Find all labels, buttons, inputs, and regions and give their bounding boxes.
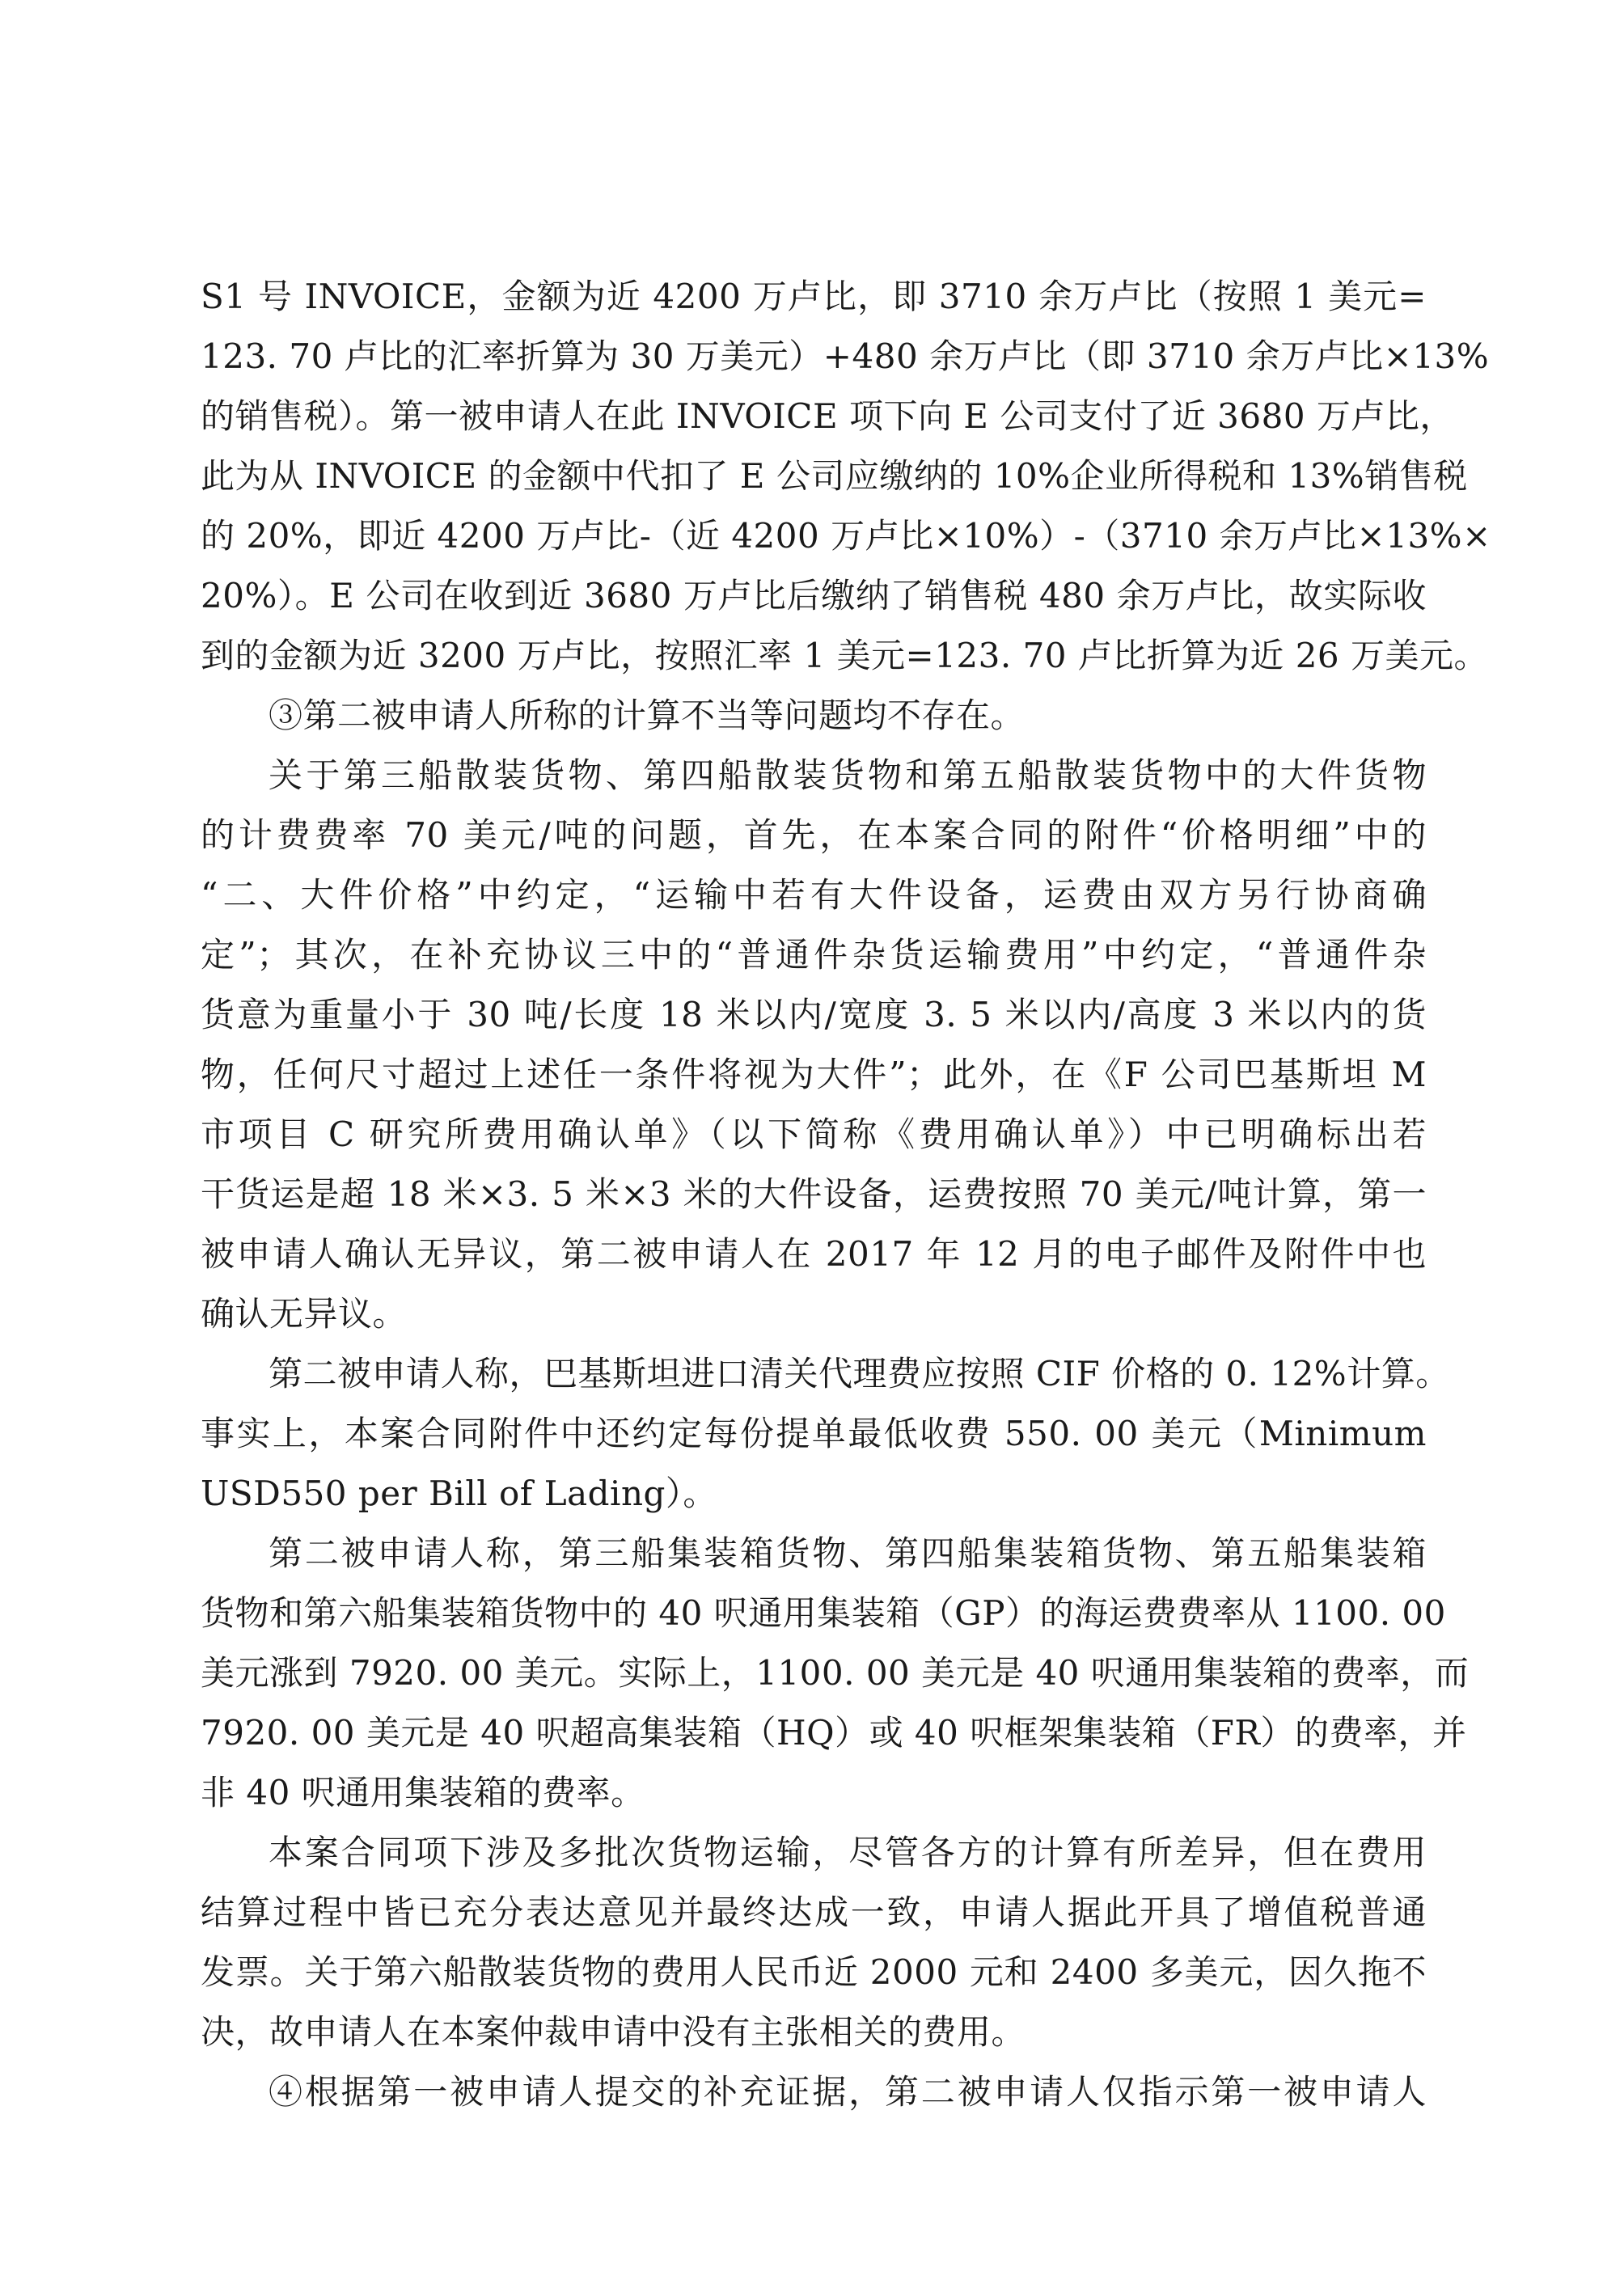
text-line: 结算过程中皆已充分表达意见并最终达成一致，申请人据此开具了增值税普通 — [201, 1892, 1427, 1932]
text-line: 美元涨到 7920. 00 美元。实际上，1100. 00 美元是 40 呎通用集装箱的费率，而 — [201, 1653, 1470, 1693]
text-line: 确认无异议。 — [201, 1294, 408, 1334]
text-line: 关于第三船散装货物、第四船散装货物和第五船散装货物中的大件货物 — [269, 755, 1427, 795]
text-line: 的销售税）。第一被申请人在此 INVOICE 项下向 E 公司支付了近 3680 万卢比， — [201, 396, 1454, 436]
text-line: 市项目 C 研究所费用确认单》（以下简称《费用确认单》）中已明确标出若 — [201, 1114, 1427, 1154]
text-line: 货物和第六船集装箱货物中的 40 呎通用集装箱（GP）的海运费费率从 1100. 00 — [201, 1593, 1446, 1633]
text-line: 干货运是超 18 米×3. 5 米×3 米的大件设备，运费按照 70 美元/吨计算，第一 — [201, 1174, 1427, 1214]
text-line: 物，任何尺寸超过上述任一条件将视为大件”；此外，在《F 公司巴基斯坦 M — [201, 1055, 1427, 1094]
text-line: 到的金额为近 3200 万卢比，按照汇率 1 美元=123. 70 卢比折算为近 26 万美元。 — [201, 636, 1489, 675]
text-line: ④根据第一被申请人提交的补充证据，第二被申请人仅指示第一被申请人 — [269, 2072, 1427, 2112]
text-line: 决，故申请人在本案仲裁申请中没有主张相关的费用。 — [201, 2012, 1026, 2052]
text-line: S1 号 INVOICE，金额为近 4200 万卢比，即 3710 余万卢比（按照 1 美元= — [201, 277, 1427, 316]
text-line: 7920. 00 美元是 40 呎超高集装箱（HQ）或 40 呎框架集装箱（FR）的费率，并 — [201, 1713, 1467, 1753]
text-line: 20%）。E 公司在收到近 3680 万卢比后缴纳了销售税 480 余万卢比，故实际收 — [201, 576, 1427, 615]
text-line: 的 20%，即近 4200 万卢比-（近 4200 万卢比×10%）-（3710 余万卢比×13%× — [201, 516, 1491, 556]
text-line: ③第二被申请人所称的计算不当等问题均不存在。 — [269, 696, 1026, 735]
text-line: 定”；其次，在补充协议三中的“普通件杂货运输费用”中约定，“普通件杂 — [201, 935, 1427, 975]
text-line: 非 40 呎通用集装箱的费率。 — [201, 1773, 645, 1812]
text-line: 被申请人确认无异议，第二被申请人在 2017 年 12 月的电子邮件及附件中也 — [201, 1234, 1427, 1274]
text-line: USD550 per Bill of Lading）。 — [201, 1474, 717, 1513]
text-line: 此为从 INVOICE 的金额中代扣了 E 公司应缴纳的 10%企业所得税和 13%销售税 — [201, 456, 1468, 496]
text-line: 第二被申请人称，第三船集装箱货物、第四船集装箱货物、第五船集装箱 — [269, 1533, 1427, 1573]
text-line: “二、大件价格”中约定，“运输中若有大件设备，运费由双方另行协商确 — [201, 875, 1427, 915]
text-line: 第二被申请人称，巴基斯坦进口清关代理费应按照 CIF 价格的 0. 12%计算。 — [269, 1354, 1450, 1393]
text-line: 货意为重量小于 30 吨/长度 18 米以内/宽度 3. 5 米以内/高度 3 米以内的货 — [201, 995, 1427, 1034]
text-line: 本案合同项下涉及多批次货物运输，尽管各方的计算有所差异，但在费用 — [269, 1833, 1427, 1872]
text-line: 123. 70 卢比的汇率折算为 30 万美元）+480 余万卢比（即 3710 余万卢比×13% — [201, 336, 1490, 376]
body-text — [201, 267, 1491, 2122]
text-line: 的计费费率 70 美元/吨的问题，首先，在本案合同的附件“价格明细”中的 — [201, 815, 1427, 855]
text-line: 发票。关于第六船散装货物的费用人民币近 2000 元和 2400 多美元，因久拖不 — [201, 1952, 1427, 1992]
text-line: 事实上，本案合同附件中还约定每份提单最低收费 550. 00 美元（Minimum — [201, 1414, 1427, 1453]
